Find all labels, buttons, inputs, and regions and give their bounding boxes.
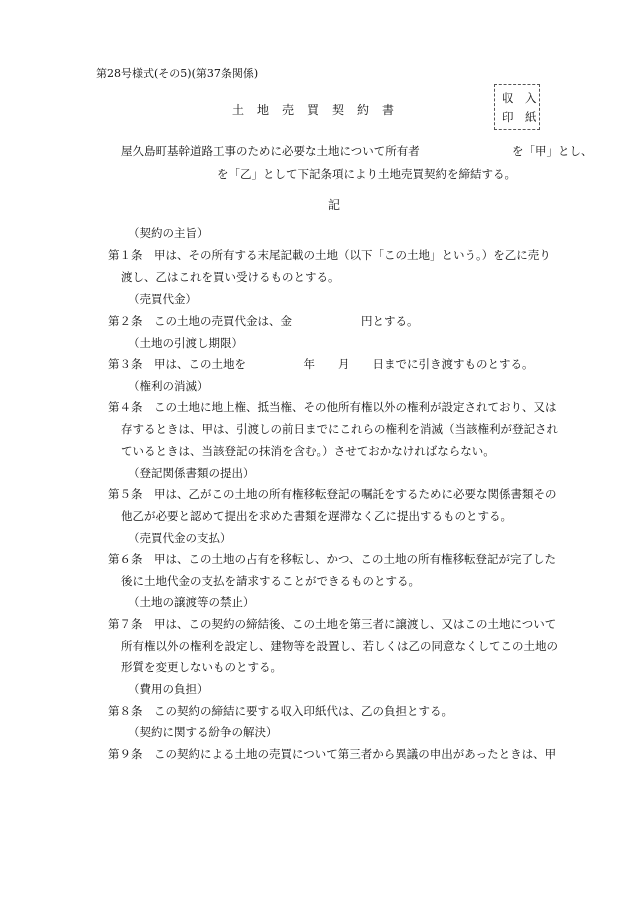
stamp-label-line1: 収 入: [502, 91, 537, 105]
article-text-line: ているときは、当該登記の抹消を含む。）させておかなければならない。: [121, 444, 495, 458]
intro-line-1: 屋久島町基幹道路工事のために必要な土地について所有者: [121, 144, 420, 158]
article-text-line: 第３条 甲は、この土地を 年 月 日までに引き渡すものとする。: [108, 357, 534, 371]
article-heading: （登記関係書類の提出）: [128, 466, 255, 480]
article-text-line: 後に土地代金の支払を請求することができるものとする。: [121, 574, 420, 588]
article-heading: （契約に関する紛争の解決）: [128, 725, 278, 739]
article-text-line: 形質を変更しないものとする。: [121, 660, 282, 674]
article-heading: （契約の主旨）: [128, 226, 209, 240]
article-heading: （費用の負担）: [128, 682, 209, 696]
article-text-line: 第１条 甲は、その所有する末尾記載の土地（以下「この土地」という。）を乙に売り: [108, 248, 551, 262]
article-text-line: 他乙が必要と認めて提出を求めた書類を遅滞なく乙に提出するものとする。: [121, 509, 512, 523]
article-text-line: 第７条 甲は、この契約の締結後、この土地を第三者に譲渡し、又はこの土地について: [108, 617, 557, 631]
article-text-line: 渡し、乙はこれを買い受けるものとする。: [121, 270, 340, 284]
article-text-line: 第９条 この契約による土地の売買について第三者から異議の申出があったときは、甲: [108, 747, 557, 761]
article-text-line: 第４条 この土地に地上権、抵当権、その他所有権以外の権利が設定されており、又は: [108, 400, 557, 414]
article-heading: （土地の譲渡等の禁止）: [128, 595, 255, 609]
stamp-label-line2: 印 紙: [502, 110, 537, 124]
ki-heading: 記: [328, 198, 341, 212]
article-heading: （土地の引渡し期限）: [128, 336, 243, 350]
article-text-line: 第８条 この契約の締結に要する収入印紙代は、乙の負担とする。: [108, 704, 453, 718]
article-text-line: 所有権以外の権利を設定し、建物等を設置し、若しくは乙の同意なくしてこの土地の: [121, 639, 558, 653]
intro-line-2: を「乙」として下記条項により土地売買契約を締結する。: [217, 167, 516, 181]
document-title: 土 地 売 買 契 約 書: [232, 103, 395, 117]
revenue-stamp-box: [494, 84, 540, 130]
intro-line-1-end: を「甲」とし、: [512, 144, 593, 158]
article-heading: （売買代金の支払）: [128, 531, 232, 545]
article-text-line: 第６条 甲は、この土地の占有を移転し、かつ、この土地の所有権移転登記が完了した: [108, 552, 557, 566]
article-text-line: 存するときは、甲は、引渡しの前日までにこれらの権利を消滅（当該権利が登記され: [121, 422, 558, 436]
article-text-line: 第５条 甲は、乙がこの土地の所有権移転登記の嘱託をするために必要な関係書類その: [108, 487, 557, 501]
article-heading: （売買代金）: [128, 292, 197, 306]
article-text-line: 第２条 この土地の売買代金は、金 円とする。: [108, 314, 419, 328]
form-number-header: 第28号様式(その5)(第37条関係): [96, 67, 259, 80]
article-heading: （権利の消滅）: [128, 379, 209, 393]
